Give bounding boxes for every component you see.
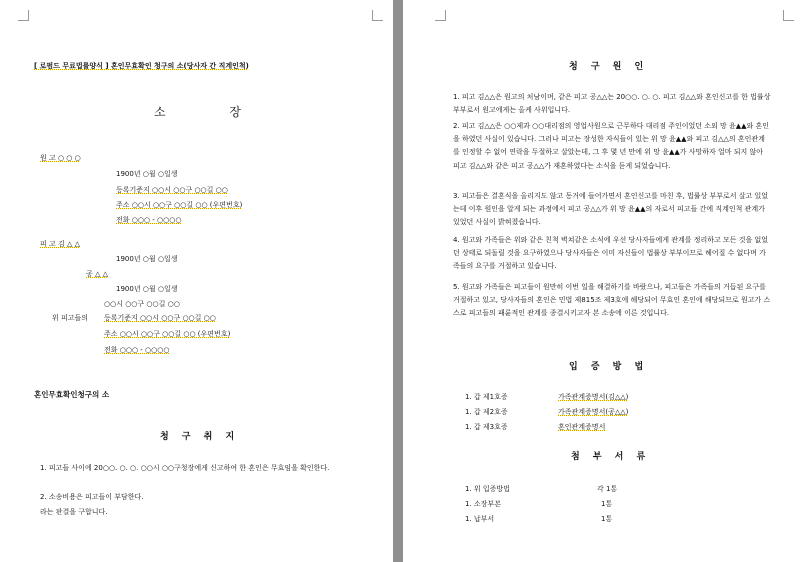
cause-item-4: 4. 원고와 가족들은 위와 같은 친척 벽쳐같은 소식에 우선 당사자들에게 관계를 정리하고 모든 것을 없었던 상태로 되돌릴 것을 요구하였으나 당사자들은 이미 자신들이 법률상 부부이므로 헤어질 수 없다며 가족들의 요구를 거절하고 있습니다. xyxy=(453,236,769,271)
plaintiff-registry: 등록기준지 ○○시 ○○구 ○○길 ○○ xyxy=(116,186,228,194)
document-page-1 xyxy=(0,0,393,562)
attachment-name: 1. 위 입증방법 xyxy=(465,485,510,493)
common-address: 주소 ○○시 ○○구 ○○길 ○○ (우편번호) xyxy=(104,330,231,338)
common-registry: 등록기준지 ○○시 ○○구 ○○길 ○○ xyxy=(104,314,216,322)
defendant2-birth: 1900년 ○월 ○일생 xyxy=(116,285,178,293)
document-page-2 xyxy=(403,0,800,562)
evidence-no: 1. 갑 제2호증 xyxy=(465,408,508,416)
common-phone: 전화 ○○○ - ○○○○ xyxy=(104,346,170,354)
cause-heading: 청 구 원 인 xyxy=(569,62,649,72)
attachment-count: 각 1통 xyxy=(597,485,618,493)
crop-mark xyxy=(372,10,383,21)
evidence-doc: 혼인관계증명서 xyxy=(558,423,606,431)
plaintiff-address: 주소 ○○시 ○○구 ○○길 ○○ (우편번호) xyxy=(116,201,243,209)
attachment-name: 1. 소장부본 xyxy=(465,500,501,508)
case-title: 혼인무효확인청구의 소 xyxy=(34,390,110,399)
attachment-count: 1통 xyxy=(601,500,613,508)
evidence-no: 1. 갑 제1호증 xyxy=(465,393,508,401)
defendant2-address: ○○시 ○○구 ○○길 ○○ xyxy=(104,300,180,308)
evidence-doc: 가족관계증명서(김△△) xyxy=(558,393,629,401)
attach-heading: 첨 부 서 류 xyxy=(571,452,651,462)
plaintiff-label: 원 고 ○ ○ ○ xyxy=(40,154,81,162)
plaintiff-phone: 전화 ○○○ - ○○○○ xyxy=(116,216,182,224)
cause-item-3: 3. 피고들은 결혼식을 올리지도 않고 동거에 들어가면서 혼인신고를 마친 후, 법률상 부부로서 살고 있었는데 이후 원인을 알게 되는 과정에서 피고 공△△가 위 망 윤▲▲의 자로서 피고들 간에 직계인척 관계가 있었던 사실이 밝혀졌습니다. xyxy=(453,192,769,227)
document-title: 소 장 xyxy=(154,105,271,119)
defendant2-label: 공 △ △ xyxy=(86,270,108,278)
claim-heading: 청 구 취 지 xyxy=(160,432,240,442)
evidence-heading: 입 증 방 법 xyxy=(569,362,649,372)
page-gap xyxy=(393,0,403,562)
crop-mark xyxy=(18,10,29,21)
plaintiff-birth: 1900년 ○월 ○일생 xyxy=(116,170,178,178)
defendant1-label: 피 고 김 △ △ xyxy=(40,240,80,248)
defendant1-birth: 1900년 ○월 ○일생 xyxy=(116,255,178,263)
cause-item-1: 1. 피고 김△△은 원고의 처남이며, 같은 피고 공△△는 20○○. ○. ○. 피고 김△△와 혼인신고를 한 법률상 부부로서 원고에게는 올케 사위입니다. xyxy=(453,93,771,115)
crop-mark xyxy=(435,10,446,21)
evidence-no: 1. 갑 제3호증 xyxy=(465,423,508,431)
evidence-doc: 가족관계증명서(공△△) xyxy=(558,408,629,416)
claim-item-1: 1. 피고들 사이에 20○○. ○. ○. ○○시 ○○구청장에게 신고하여 한 혼인은 무효임을 확인한다. xyxy=(40,464,330,472)
attachment-name: 1. 납부서 xyxy=(465,515,495,523)
crop-mark xyxy=(783,10,794,21)
cause-item-5: 5. 원고와 가족들은 피고들이 원만히 이번 일을 해결하기를 바랐으나, 피고들은 가족들의 거듭된 요구를 거절하고 있고, 당사자들의 혼인은 민법 제815조 제3호에 해당되어 무효인 혼인에 해당되므로 원고가 스스로 피고들의 패륜적인 관계를 종결시키고자 본 소송에 이른 것입니다. xyxy=(453,283,771,318)
claim-item-2: 2. 소송비용은 피고들이 부담한다. xyxy=(40,493,144,501)
cause-item-2: 2. 피고 김△△은 ○○제과 ○○대리점의 영업사원으로 근무하다 대리점 주인이었던 소외 망 윤▲▲와 혼인을 하였던 사실이 있습니다. 그러나 피고는 장성한 자식들이 있는 위 망 윤▲▲와 피고 김△△의 혼인관계를 인정할 수 없어 연락을 두절하고 살았는데, 그 후 몇 년 만에 위 망 윤▲▲가 사망하자 얼마 되지 않아 피고 김△△와 같은 피고 공△△가 재혼하였다는 소식을 듣게 되었습니다. xyxy=(453,122,770,170)
form-header: [ 로펌드 무료법률양식 ] 혼인무효확인 청구의 소(당사자 간 직계인척) xyxy=(34,62,249,70)
attachment-count: 1통 xyxy=(601,515,613,523)
claim-closing: 라는 판결을 구합니다. xyxy=(40,508,108,516)
common-label: 위 피고들의 xyxy=(52,314,89,322)
